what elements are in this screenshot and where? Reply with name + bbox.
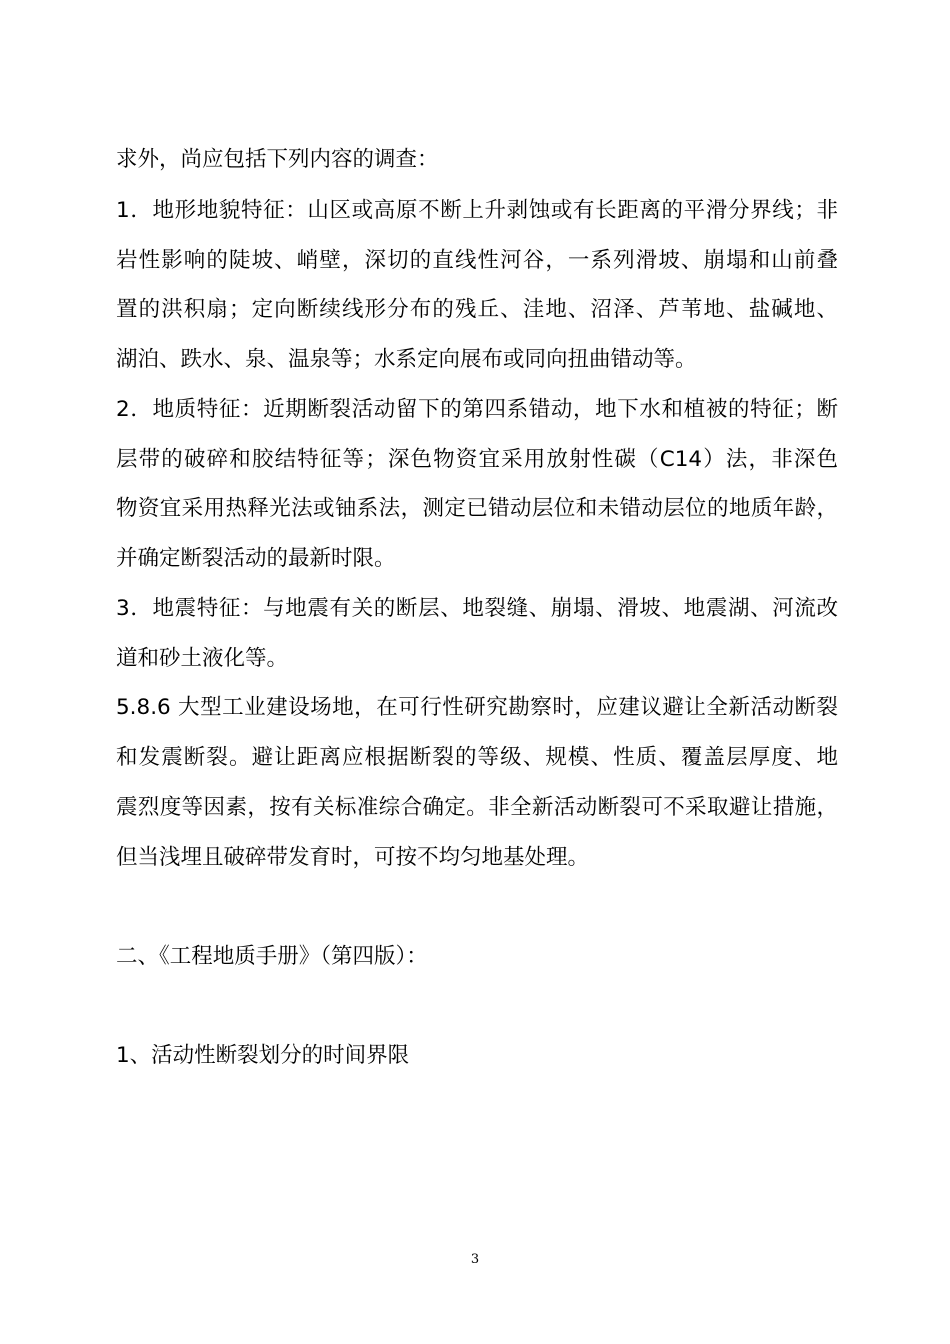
text-line-12: 5.8.6 大型工业建设场地，在可行性研究勘察时，应建议避让全新活动断裂 [116,695,838,720]
text-line-13: 和发震断裂。避让距离应根据断裂的等级、规模、性质、覆盖层厚度、地 [116,745,838,770]
text-line-1: 求外，尚应包括下列内容的调查： [116,147,439,172]
text-line-4: 置的洪积扇；定向断续线形分布的残丘、洼地、沼泽、芦苇地、盐碱地、 [116,297,838,322]
text-line-10: 3．地震特征：与地震有关的断层、地裂缝、崩塌、滑坡、地震湖、河流改 [116,596,838,621]
text-line-14: 震烈度等因素，按有关标准综合确定。非全新活动断裂可不采取避让措施， [116,795,838,820]
text-line-15: 但当浅埋且破碎带发育时，可按不均匀地基处理。 [116,845,590,870]
subsection-heading: 1、活动性断裂划分的时间界限 [116,1043,410,1068]
text-line-3: 岩性影响的陡坡、峭壁，深切的直线性河谷，一系列滑坡、崩塌和山前叠 [116,248,838,273]
page-number: 3 [470,1252,480,1267]
text-line-5: 湖泊、跌水、泉、温泉等；水系定向展布或同向扭曲错动等。 [116,347,697,372]
text-line-2: 1．地形地貌特征：山区或高原不断上升剥蚀或有长距离的平滑分界线；非 [116,198,838,223]
text-line-11: 道和砂土液化等。 [116,646,289,671]
section-heading: 二、《工程地质手册》（第四版）： [116,944,428,969]
text-line-9: 并确定断裂活动的最新时限。 [116,546,396,571]
text-line-8: 物资宜采用热释光法或铀系法，测定已错动层位和未错动层位的地质年龄， [116,496,838,521]
text-line-7: 层带的破碎和胶结特征等；深色物资宜采用放射性碳（C14）法，非深色 [116,447,838,472]
text-line-6: 2．地质特征：近期断裂活动留下的第四系错动，地下水和植被的特征；断 [116,397,838,422]
